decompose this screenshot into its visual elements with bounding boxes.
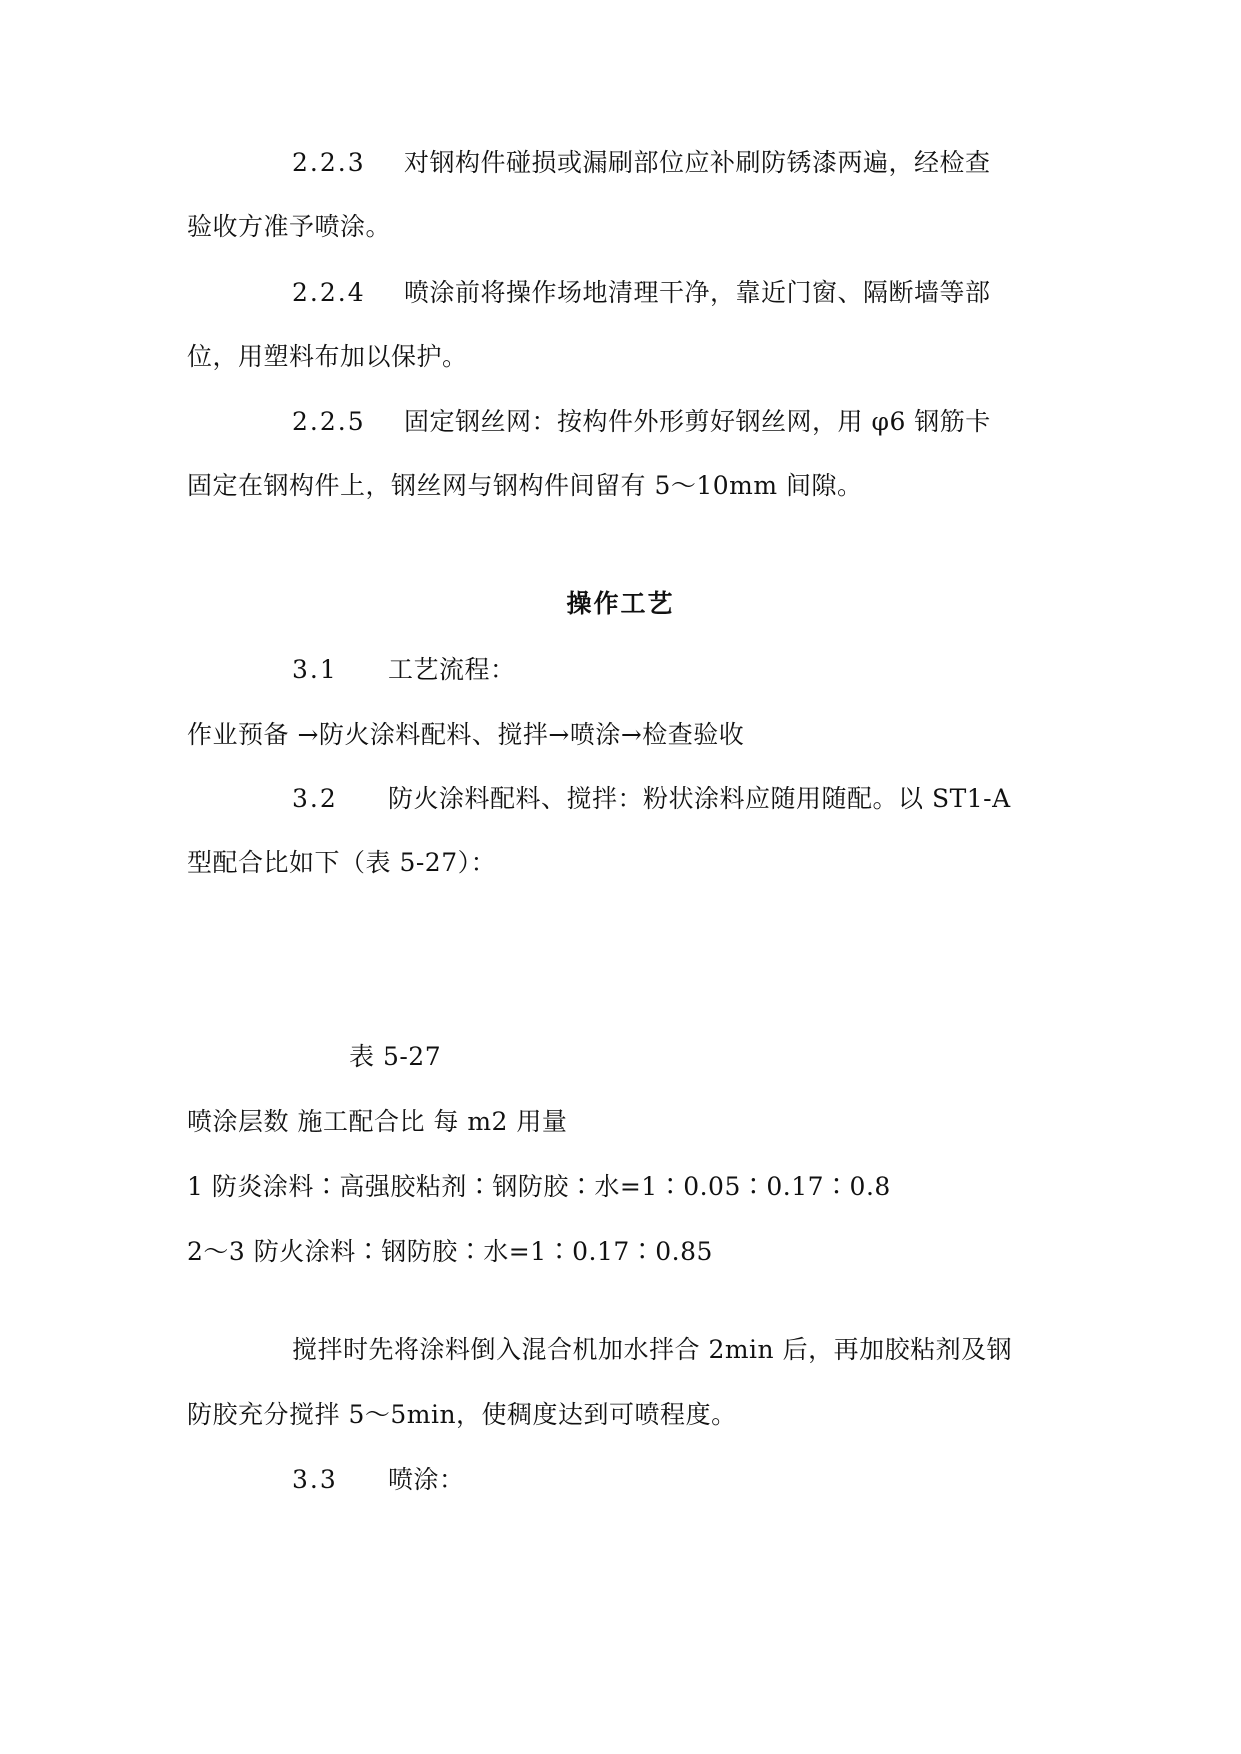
process-flow: 作业预备 →防火涂料配料、搅拌→喷涂→检查验收 xyxy=(187,720,745,749)
paragraph-3-3 xyxy=(292,1463,465,1497)
mixing-paragraph-line1: 搅拌时先将涂料倒入混合机加水拌合 2min 后，再加胶粘剂及钢 xyxy=(292,1335,1013,1364)
section-number: 3.1 xyxy=(292,655,338,684)
paragraph-text: 防火涂料配料、搅拌：粉状涂料应随用随配。以 ST1-A xyxy=(388,784,1011,813)
table-caption: 表 5-27 xyxy=(349,1042,442,1071)
section-number: 2.2.3 xyxy=(292,148,366,177)
table-header: 喷涂层数 施工配合比 每 m2 用量 xyxy=(187,1107,568,1136)
paragraph-2-2-4-line1 xyxy=(292,276,991,310)
paragraph-text: 对钢构件碰损或漏刷部位应补刷防锈漆两遍，经检查 xyxy=(404,148,991,177)
section-number: 3.2 xyxy=(292,784,338,813)
paragraph-2-2-5-line1 xyxy=(292,405,991,439)
section-number: 2.2.4 xyxy=(292,278,366,307)
paragraph-text: 工艺流程： xyxy=(388,655,516,684)
section-number: 3.3 xyxy=(292,1465,338,1494)
paragraph-text: 喷涂前将操作场地清理干净，靠近门窗、隔断墙等部 xyxy=(404,278,991,307)
paragraph-2-2-4-line2: 位，用塑料布加以保护。 xyxy=(187,342,468,371)
section-heading: 操作工艺 xyxy=(566,589,675,618)
section-number: 2.2.5 xyxy=(292,407,366,436)
table-row: 2～3 防火涂料∶钢防胶∶水=1∶0.17∶0.85 xyxy=(187,1237,713,1266)
paragraph-3-2-line2: 型配合比如下（表 5-27）： xyxy=(187,848,497,877)
paragraph-2-2-3-line2: 验收方准予喷涂。 xyxy=(187,212,392,241)
paragraph-3-1 xyxy=(292,653,516,687)
paragraph-text: 喷涂： xyxy=(388,1465,465,1494)
mixing-paragraph-line2: 防胶充分搅拌 5～5min，使稠度达到可喷程度。 xyxy=(187,1400,737,1429)
paragraph-2-2-3-line1 xyxy=(292,146,991,180)
table-row: 1 防炎涂料∶高强胶粘剂∶钢防胶∶水=1∶0.05∶0.17∶0.8 xyxy=(187,1172,891,1201)
paragraph-2-2-5-line2: 固定在钢构件上，钢丝网与钢构件间留有 5～10mm 间隙。 xyxy=(187,471,863,500)
paragraph-text: 固定钢丝网：按构件外形剪好钢丝网，用 φ6 钢筋卡 xyxy=(404,407,991,436)
paragraph-3-2-line1 xyxy=(292,782,1011,816)
